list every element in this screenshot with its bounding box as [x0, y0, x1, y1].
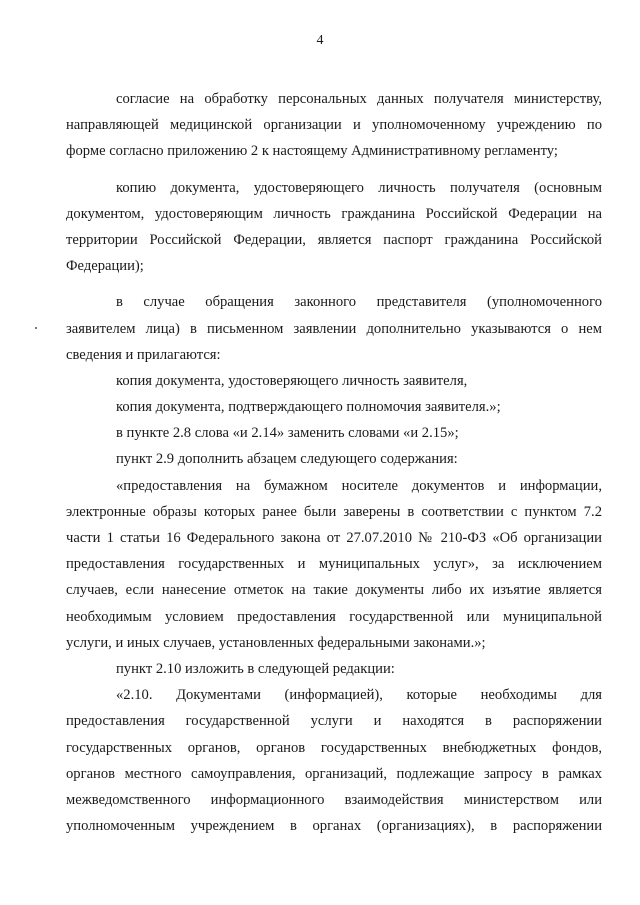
text-line: уполномоченным учреждением в органах (организациях), в распоряжении — [66, 818, 602, 835]
text-line: необходимым условием предоставления государственной или муниципальной — [66, 608, 602, 625]
text-line: сведения и прилагаются: — [66, 346, 221, 363]
text-line: случаев, если нанесение отметок на такие документы либо их изъятие является — [66, 582, 602, 599]
text-line: пункт 2.10 изложить в следующей редакции: — [116, 660, 395, 677]
text-line: государственных органов, органов государственных внебюджетных фондов, — [66, 739, 602, 756]
text-line: территории Российской Федерации, является паспорт гражданина Российской — [66, 231, 602, 248]
text-line: в случае обращения законного представителя (уполномоченного — [116, 294, 602, 311]
text-line: части 1 статьи 16 Федерального закона от 27.07.2010 № 210-ФЗ «Об организации — [66, 530, 602, 546]
text-line: копия документа, удостоверяющего личность заявителя, — [116, 372, 468, 389]
text-line: направляющей медицинской организации и уполномоченному учреждению по — [66, 117, 602, 134]
text-line: «предоставления на бумажном носителе документов и информации, — [116, 477, 602, 494]
text-line: в пункте 2.8 слова «и 2.14» заменить словами «и 2.15»; — [116, 425, 459, 442]
text-line: межведомственного информационного взаимодействия министерством или — [66, 791, 602, 808]
text-line: копию документа, удостоверяющего личность получателя (основным — [116, 179, 602, 196]
text-line: предоставления государственных и муниципальных услуг», за исключением — [66, 556, 602, 573]
text-line: электронные образы которых ранее были заверены в соответствии с пунктом 7.2 — [66, 503, 602, 520]
text-line: форме согласно приложению 2 к настоящему Административному регламенту; — [66, 143, 558, 160]
text-line: Федерации); — [66, 258, 144, 275]
document-body — [66, 86, 602, 839]
text-line: «2.10. Документами (информацией), которые необходимы для — [116, 687, 602, 704]
text-line: документом, удостоверяющим личность гражданина Российской Федерации на — [66, 205, 602, 222]
text-line: согласие на обработку персональных данных получателя министерству, — [116, 91, 602, 107]
page-number: 4 — [316, 33, 324, 48]
scan-mark — [35, 327, 37, 329]
text-line: предоставления государственной услуги и находятся в распоряжении — [66, 713, 602, 730]
text-line: копия документа, подтверждающего полномочия заявителя.»; — [116, 399, 501, 416]
text-line: заявителем лица) в письменном заявлении дополнительно указываются о нем — [66, 320, 602, 337]
text-line: пункт 2.9 дополнить абзацем следующего содержания: — [116, 451, 458, 468]
text-line: органов местного самоуправления, организаций, подлежащие запросу в рамках — [66, 765, 602, 782]
text-line: услуги, и иных случаев, установленных федеральными законами.»; — [66, 634, 486, 651]
